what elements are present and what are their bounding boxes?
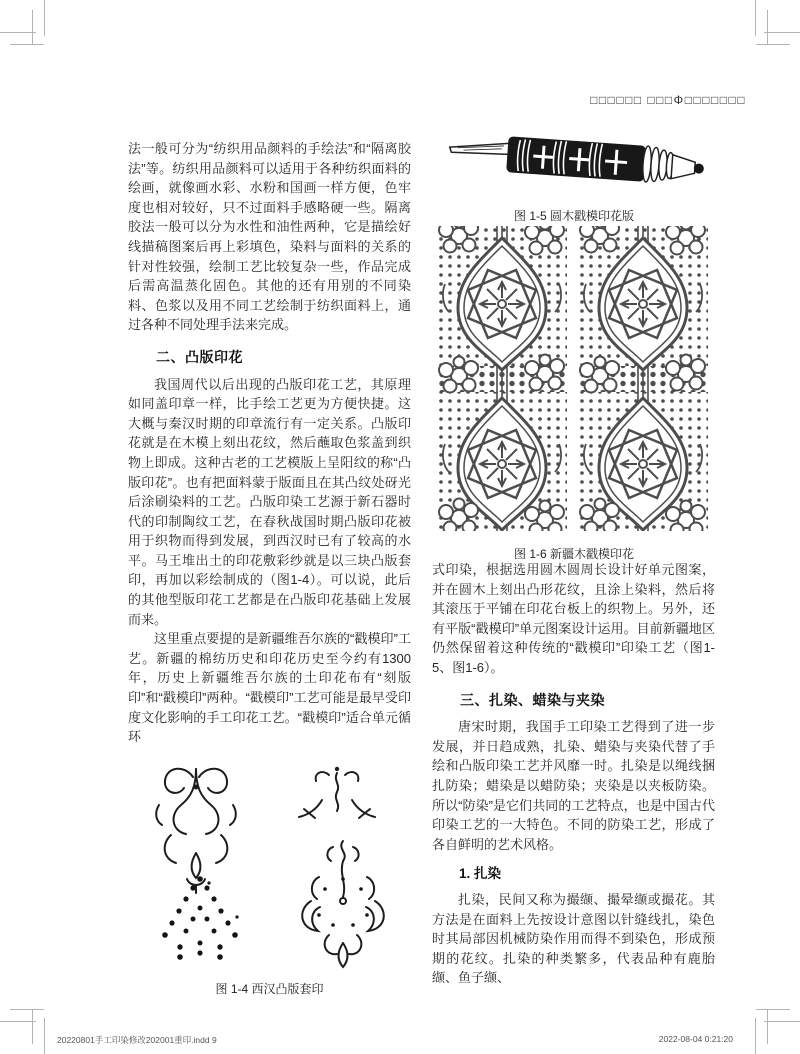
paragraph-tang-song: 唐宋时期，我国手工印染工艺得到了进一步发展，并日趋成熟，扎染、蜡染与夹染代替了手绘和凸版印染工艺并风靡一时。扎染是以绳线捆扎防染；蜡染是以蜡防染；夹染是以夹板防染。所以“防染”是它们共同的工艺特点，也是中国古代印染工艺的一大特色。不同的防染工艺，形成了各自鲜明的艺术风格。 [432, 719, 715, 852]
stamp-pattern-drawing [437, 226, 708, 531]
paragraph-tie-dye: 扎染，民间又称为撮缬、撮晕缬或撮花。其方法是在面料上先按设计意图以针缝线扎，染色时其局部因机械防染作用而得不到染色，形成预期的花纹。扎染的种类繁多，代表品种有鹿胎缬、鱼子缬、 [432, 891, 715, 986]
figure-1-5-image [440, 128, 712, 201]
footer-filename: 20220801手工印染修改202001重印.indd 9 [57, 1035, 217, 1045]
motif-dot-chevron [162, 876, 238, 960]
subsection-heading-tie-dye: 1. 扎染 [459, 866, 502, 882]
relief-motifs-drawing [141, 761, 399, 969]
paragraph-relief-printing: 我国周代以后出现的凸版印花工艺，其原理如同盖印章一样，比手绘工艺更为方便快捷。这大概与秦汉时期的印章流行有一定关系。凸版印花就是在木模上刻出花纹，然后蘸取色浆盖到织物上即成。这种古老的工艺模版上呈阳纹的称“凸版印花”。也有把面料蒙于版面且在其凸纹处砑光后涂刷染料的工艺。凸版印染工艺源于新石器时代的印制陶纹工艺，在春秋战国时期凸版印花被用于织物而得到发展，到西汉时已有了较高的水平。马王堆出土的印花敷彩纱就是以三块凸版套印，再加以彩绘制成的（图1-4）。可以说，此后的其他型版印花工艺都是在凸版印花基础上发展而来。 [128, 376, 411, 627]
motif-top-right [299, 767, 375, 818]
paragraph-hand-painting: 法一般可分为“纺织用品颜料的手绘法”和“隔离胶法”等。纺织用品颜料可以适用于各种纺织面料的绘画，就像画水彩、水粉和国画一样方便，色牢度也相对较好，只不过面料手感略硬一些。隔离胶法一般可以分为水性和油性两种，它是描绘好线描稿图案后再上彩填色，染料与面料的关系的针对性较强，绘制工艺比较复杂一些，作品完成后需高温蒸化固色。其他的还有用别的不同染料、色浆以及用不同工艺绘制于纺织面料上，通过各种不同处理手法来完成。 [128, 141, 411, 333]
left-column [128, 139, 411, 1000]
section-heading-relief-printing: 二、凸版印花 [156, 348, 243, 365]
stamp-tool-drawing [443, 128, 709, 196]
paragraph-stamp-mold: 这里重点要提的是新疆维吾尔族的“戳模印”工艺。新疆的棉纺历史和印花历史至今约有1300年，历史上新疆维吾尔族的土印花布有“刻版印”和“戳模印”两种。“戳模印”工艺可能是最早受印度文化影响的手工印花工艺。“戳模印”适合单元循环 [128, 631, 411, 745]
figure-1-6-image [437, 226, 708, 536]
figure-1-4-image [128, 761, 411, 975]
figure-1-4-caption: 图 1-4 西汉凸版套印 [215, 982, 324, 997]
paragraph-roller-printing: 式印染，根据选用圆木圆周长设计好单元图案，并在圆木上刻出凸形花纹，且涂上染料，然后将其滚压于平铺在印花台板上的织物上。另外，还有平版“戳模印”单元图案设计运用。目前新疆地区仍然保留着这种传统的“戳模印”印染工艺（图1-5、图1-6）。 [432, 562, 715, 675]
motif-top-left [156, 769, 236, 893]
figure-1-6-caption: 图 1-6 新疆木戳模印花 [513, 547, 634, 561]
right-column [432, 560, 715, 988]
footer-timestamp: 2022-08-04 0:21:20 [658, 1034, 733, 1044]
figure-1-5-caption: 图 1-5 圆木戳模印花版 [513, 209, 634, 223]
running-head: □□□□□□ □□□Φ□□□□□□□ [590, 93, 746, 107]
motif-bottom-right [302, 841, 384, 967]
section-heading-tie-wax-clamp-dye: 三、扎染、蜡染与夹染 [460, 691, 605, 708]
